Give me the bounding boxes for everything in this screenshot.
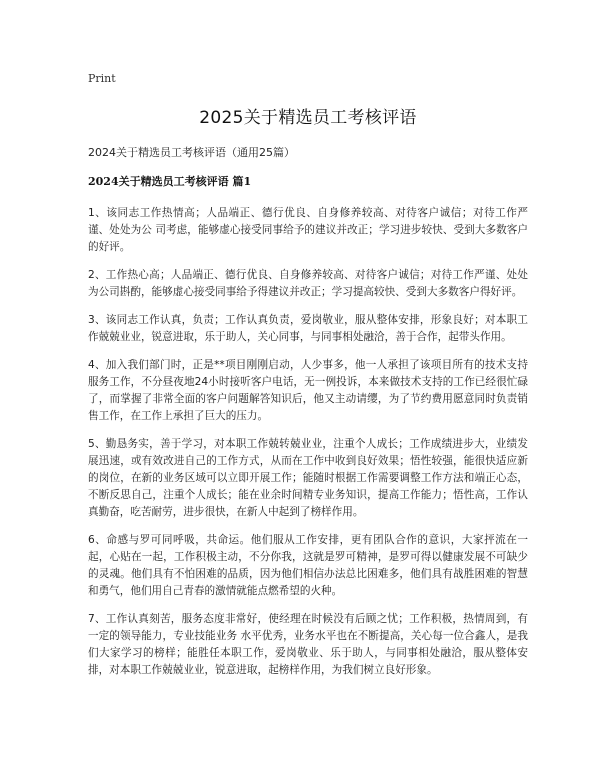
section-heading: 2024关于精选员工考核评语 篇1 xyxy=(88,175,252,188)
paragraph-2: 2、工作热心高；人品端正、德行优良、自身修养较高、对待客户诚信；对待工作严谨、处处为公司斟酌，能够虚心接受同事给予得建议并改正；学习提高较快、受到大多数客户得好评。 xyxy=(88,269,528,298)
document-subtitle: 2024关于精选员工考核评语（通用25篇） xyxy=(88,146,295,159)
paragraph-7: 7、工作认真刻苦，服务态度非常好，使经理在时候没有后顾之忧；工作积极，热情周到，有一定的领导能力，专业技能业务 水平优秀，业务水平也在不断提高，关心每一位合鑫人，是我们大家学习的榜样；能胜任本职工作，爱岗敬业、乐于助人，与同事相处融洽，服从整体安排，对本职工作兢兢业业，锐意进取，起榜样作用，为我们树立良好形象。 xyxy=(88,613,528,676)
paragraph-6: 6、命感与罗可同呼吸，共命运。他们服从工作安排，更有团队合作的意识，大家抨流在一起，心贴在一起，工作积极主动，不分你我，这就是罗可精神，是罗可得以健康发展不可缺少的灵魂。他们具有不怕困难的品质，因为他们相信办法总比困难多，他们具有战胜困难的智慧和勇气，他们用自己青春的激情就能点燃希望的火种。 xyxy=(88,534,528,597)
paragraph-3: 3、该同志工作认真，负责；工作认真负责，爱岗敬业，服从整体安排，形象良好；对本职工作兢兢业业，锐意进取，乐于助人，关心同事，与同事相处融洽，善于合作，起带头作用。 xyxy=(88,314,528,343)
paragraph-list xyxy=(88,205,528,679)
document-title: 2025关于精选员工考核评语 xyxy=(199,108,417,128)
print-link[interactable]: Print xyxy=(88,72,116,85)
paragraph-1: 1、该同志工作热情高；人品端正、德行优良、自身修养较高、对待客户诚信；对待工作严谨、处处为公 司考虑，能够虚心接受同事给予的建议并改正；学习进步较快、受到大多数客户的好评。 xyxy=(88,207,528,253)
paragraph-4: 4、加入我们部门时，正是**项目刚刚启动，人少事多，他一人承担了该项目所有的技术支持服务工作，不分昼夜地24小时接听客户电话，无一例投诉，本来做技术支持的工作已经很忙碌了，而掌握了非常全面的客户问题解答知识后，他又主动请缨，为了节约费用愿意同时负责销售工作，在工作上承担了巨大的压力。 xyxy=(88,359,528,422)
paragraph-5: 5、勤恳务实，善于学习，对本职工作兢转兢业业，注重个人成长；工作成绩进步大，业绩发展迅速，或有效改进自己的工作方式，从而在工作中收到良好效果；悟性较强，能很快适应新的岗位，在新的业务区域可以立即开展工作；能随时根据工作需要调整工作方法和端正心态，不断反思自己，注重个人成长；能在业余时间精专业务知识，提高工作能力；悟性高，工作认真勤奋，吃苦耐劳，进步很快，在新人中起到了榜样作用。 xyxy=(88,438,528,518)
